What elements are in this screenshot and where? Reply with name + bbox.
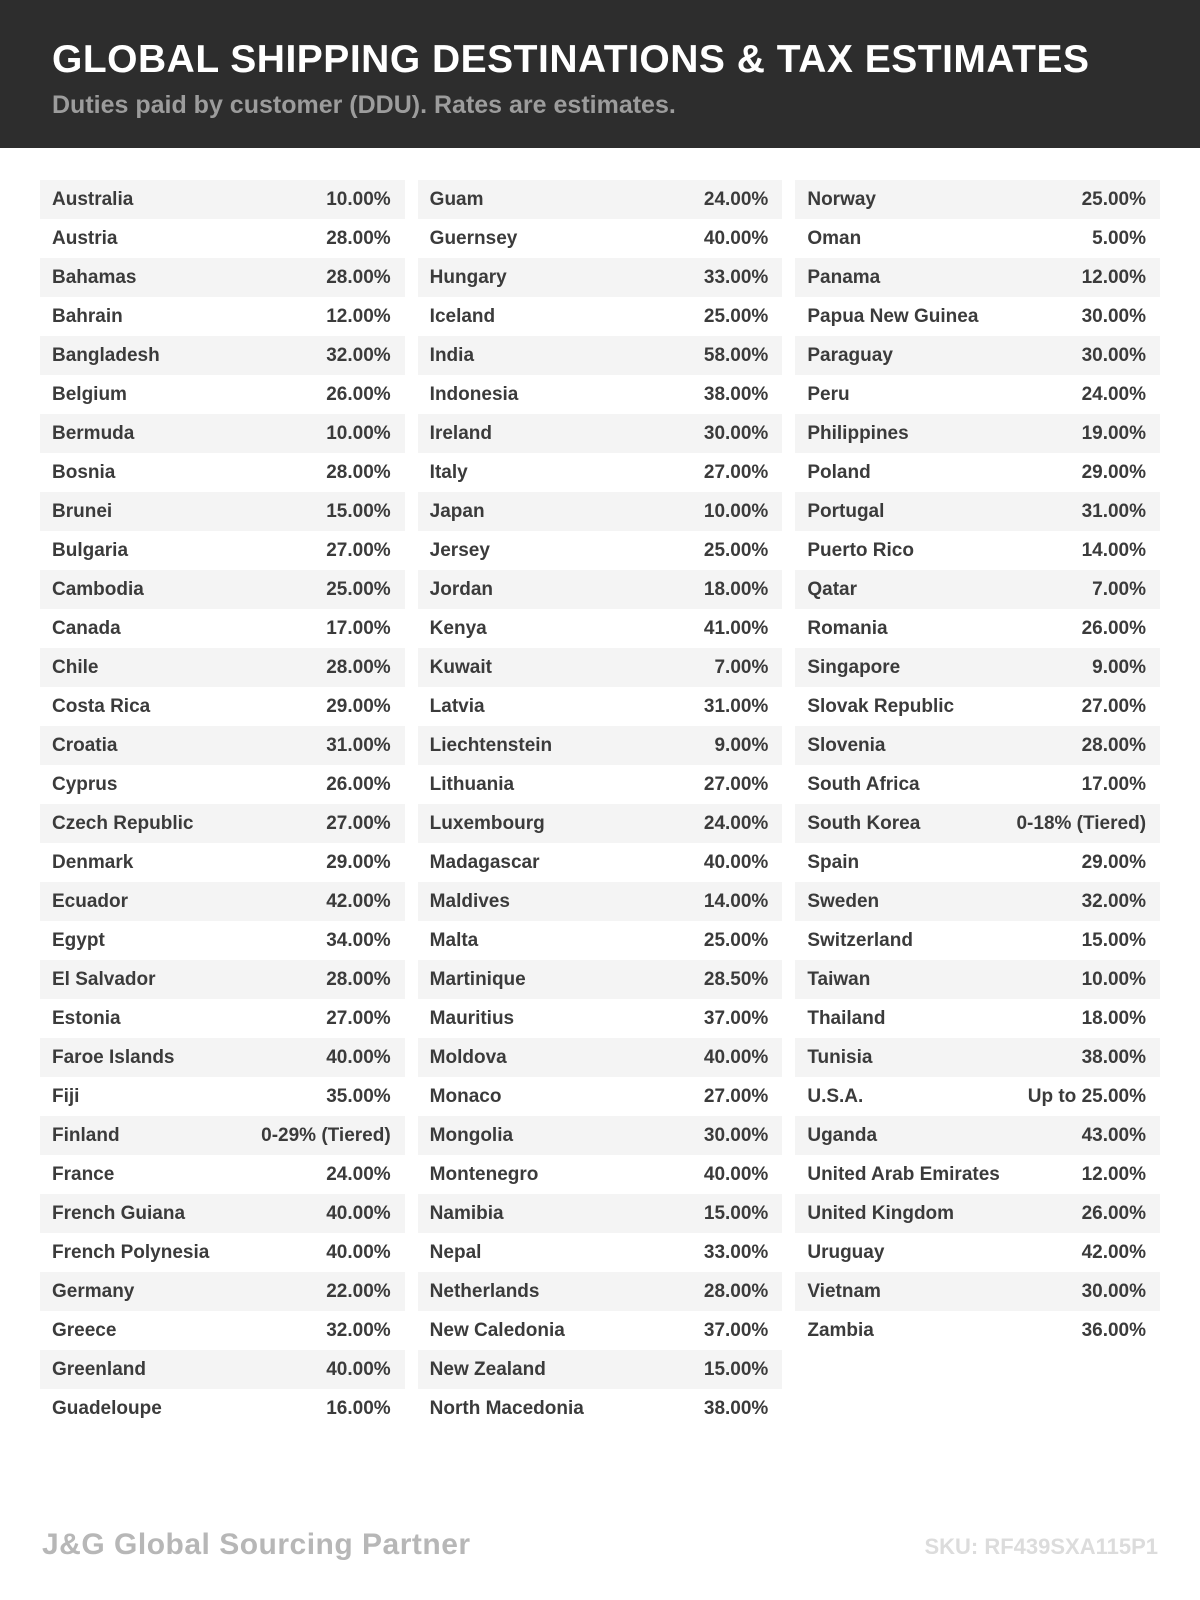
tax-rate: 31.00%	[1081, 500, 1147, 522]
table-row	[418, 1077, 783, 1116]
table-row	[795, 960, 1160, 999]
table-row	[40, 453, 405, 492]
table-row	[795, 1233, 1160, 1272]
tax-rate: 25.00%	[703, 305, 769, 327]
country-name: South Korea	[807, 812, 921, 834]
tax-rate: 27.00%	[703, 1085, 769, 1107]
table-row	[418, 1311, 783, 1350]
country-name: India	[429, 344, 475, 366]
table-row	[418, 609, 783, 648]
tax-rate: 12.00%	[1081, 1163, 1147, 1185]
country-name: Lithuania	[429, 773, 515, 795]
country-name: Czech Republic	[52, 812, 194, 834]
tax-rate: 29.00%	[326, 851, 391, 873]
tax-rate: 40.00%	[703, 1163, 769, 1185]
country-name: Chile	[52, 656, 99, 678]
tax-rate: 35.00%	[326, 1085, 391, 1107]
tax-rate: 37.00%	[703, 1319, 769, 1341]
country-name: Uruguay	[807, 1241, 885, 1263]
country-name: Monaco	[429, 1085, 502, 1107]
tax-rate: 18.00%	[1081, 1007, 1147, 1029]
country-name: Jordan	[429, 578, 494, 600]
country-name: U.S.A.	[807, 1085, 864, 1107]
tax-rate: 30.00%	[703, 1124, 769, 1146]
tax-rate: 15.00%	[703, 1358, 769, 1380]
country-name: Qatar	[807, 578, 857, 600]
table-row	[795, 531, 1160, 570]
tax-rate: 10.00%	[326, 422, 391, 444]
country-name: Austria	[52, 227, 118, 249]
country-name: Italy	[429, 461, 468, 483]
country-name: United Arab Emirates	[807, 1163, 1000, 1185]
table-row	[40, 1077, 405, 1116]
table-row	[40, 765, 405, 804]
tax-rate: 28.50%	[703, 968, 769, 990]
country-name: Romania	[807, 617, 888, 639]
table-row	[418, 414, 783, 453]
country-name: Mongolia	[429, 1124, 514, 1146]
table-row	[795, 609, 1160, 648]
table-row	[418, 375, 783, 414]
tax-rate: 24.00%	[1081, 383, 1147, 405]
country-name: Paraguay	[807, 344, 893, 366]
table-row	[40, 804, 405, 843]
tax-rate: 31.00%	[326, 734, 391, 756]
country-name: Slovak Republic	[807, 695, 955, 717]
tax-rate: Up to 25.00%	[1027, 1085, 1147, 1107]
table-row	[418, 648, 783, 687]
tax-rate: 27.00%	[703, 773, 769, 795]
country-name: Moldova	[429, 1046, 507, 1068]
table-row	[795, 726, 1160, 765]
tax-rate: 42.00%	[326, 890, 391, 912]
table-row	[40, 570, 405, 609]
country-name: Bosnia	[52, 461, 116, 483]
tax-rate: 41.00%	[703, 617, 769, 639]
table-row	[40, 414, 405, 453]
country-name: Cyprus	[52, 773, 118, 795]
tax-rate: 32.00%	[1081, 890, 1147, 912]
table-row	[40, 726, 405, 765]
table-row	[795, 297, 1160, 336]
tax-rate: 0-29% (Tiered)	[261, 1124, 391, 1146]
country-name: Indonesia	[429, 383, 519, 405]
country-name: Croatia	[52, 734, 118, 756]
tax-rate: 24.00%	[326, 1163, 391, 1185]
country-name: Guam	[429, 188, 484, 210]
country-name: Iceland	[429, 305, 496, 327]
tax-rate: 0-18% (Tiered)	[1016, 812, 1147, 834]
table-row	[40, 531, 405, 570]
country-name: Kenya	[429, 617, 487, 639]
tax-rate: 32.00%	[326, 1319, 391, 1341]
country-name: New Caledonia	[429, 1319, 565, 1341]
table-row	[40, 219, 405, 258]
tax-rate: 29.00%	[1081, 851, 1147, 873]
tax-rate: 12.00%	[1081, 266, 1147, 288]
table-row	[40, 1311, 405, 1350]
tax-rate: 38.00%	[1081, 1046, 1147, 1068]
table-row	[418, 999, 783, 1038]
country-name: Montenegro	[429, 1163, 539, 1185]
table-row	[795, 453, 1160, 492]
table-row	[795, 1155, 1160, 1194]
country-name: Luxembourg	[429, 812, 545, 834]
tax-rate: 25.00%	[326, 578, 391, 600]
table-row	[418, 921, 783, 960]
table-row	[795, 921, 1160, 960]
table-row	[795, 258, 1160, 297]
tax-rate: 27.00%	[326, 1007, 391, 1029]
table-row	[40, 687, 405, 726]
tax-rate: 28.00%	[326, 227, 391, 249]
tax-rate: 15.00%	[1081, 929, 1147, 951]
table-row	[795, 804, 1160, 843]
tax-rate: 22.00%	[326, 1280, 391, 1302]
country-name: Egypt	[52, 929, 105, 951]
table-row	[418, 1038, 783, 1077]
table-row	[418, 492, 783, 531]
country-name: Nepal	[429, 1241, 482, 1263]
tax-rate: 40.00%	[703, 1046, 769, 1068]
country-name: Bangladesh	[52, 344, 160, 366]
tax-rate: 30.00%	[703, 422, 769, 444]
table-row	[40, 648, 405, 687]
table-row	[795, 1311, 1160, 1350]
table-row	[40, 999, 405, 1038]
tax-rate-table	[0, 148, 1200, 1428]
tax-rate: 12.00%	[326, 305, 391, 327]
tax-rate: 38.00%	[703, 383, 769, 405]
table-row	[40, 1038, 405, 1077]
country-name: Greece	[52, 1319, 117, 1341]
country-name: Philippines	[807, 422, 909, 444]
table-row	[795, 1272, 1160, 1311]
country-name: South Africa	[807, 773, 920, 795]
country-name: Costa Rica	[52, 695, 151, 717]
tax-rate: 29.00%	[326, 695, 391, 717]
table-row	[40, 297, 405, 336]
table-row	[418, 570, 783, 609]
country-name: French Guiana	[52, 1202, 186, 1224]
tax-rate: 17.00%	[1081, 773, 1147, 795]
table-row	[795, 687, 1160, 726]
table-row	[40, 921, 405, 960]
table-row	[795, 492, 1160, 531]
country-name: Faroe Islands	[52, 1046, 175, 1068]
country-name: Tunisia	[807, 1046, 873, 1068]
tax-rate: 37.00%	[703, 1007, 769, 1029]
table-row	[40, 843, 405, 882]
country-name: Singapore	[807, 656, 901, 678]
table-row	[418, 1389, 783, 1428]
tax-rate: 30.00%	[1081, 1280, 1147, 1302]
country-name: New Zealand	[429, 1358, 546, 1380]
table-row	[418, 180, 783, 219]
country-name: Fiji	[52, 1085, 80, 1107]
country-name: Bahamas	[52, 266, 137, 288]
country-name: Mauritius	[429, 1007, 515, 1029]
country-name: Thailand	[807, 1007, 886, 1029]
tax-rate: 40.00%	[326, 1241, 391, 1263]
table-row	[40, 882, 405, 921]
brand-name: J&G Global Sourcing Partner	[42, 1528, 471, 1561]
table-row	[40, 609, 405, 648]
country-name: Denmark	[52, 851, 134, 873]
tax-rate: 10.00%	[326, 188, 391, 210]
table-row	[418, 687, 783, 726]
tax-rate: 9.00%	[714, 734, 769, 756]
tax-rate: 43.00%	[1081, 1124, 1147, 1146]
table-row	[795, 180, 1160, 219]
tax-rate: 5.00%	[1092, 227, 1147, 249]
table-row	[795, 375, 1160, 414]
table-row	[418, 1272, 783, 1311]
tax-rate: 7.00%	[1092, 578, 1147, 600]
country-name: Switzerland	[807, 929, 913, 951]
country-name: Malta	[429, 929, 479, 951]
table-row	[795, 414, 1160, 453]
country-name: Australia	[52, 188, 134, 210]
table-row	[418, 258, 783, 297]
country-name: Guernsey	[429, 227, 518, 249]
country-name: Taiwan	[807, 968, 871, 990]
country-name: Bermuda	[52, 422, 135, 444]
country-name: Namibia	[429, 1202, 504, 1224]
tax-rate: 10.00%	[703, 500, 769, 522]
tax-rate: 27.00%	[703, 461, 769, 483]
tax-rate: 17.00%	[326, 617, 391, 639]
country-name: Peru	[807, 383, 850, 405]
country-name: Hungary	[429, 266, 507, 288]
tax-rate: 27.00%	[326, 812, 391, 834]
tax-rate: 28.00%	[703, 1280, 769, 1302]
page-subtitle: Duties paid by customer (DDU). Rates are estimates.	[52, 90, 676, 119]
table-row	[418, 336, 783, 375]
table-row	[40, 1272, 405, 1311]
tax-rate: 15.00%	[326, 500, 391, 522]
table-row	[40, 1389, 405, 1428]
table-row	[795, 1077, 1160, 1116]
country-name: Martinique	[429, 968, 526, 990]
table-row	[795, 570, 1160, 609]
country-name: Belgium	[52, 383, 127, 405]
table-row	[40, 375, 405, 414]
table-row	[795, 843, 1160, 882]
tax-rate: 40.00%	[326, 1046, 391, 1068]
tax-rate: 40.00%	[326, 1202, 391, 1224]
country-name: Puerto Rico	[807, 539, 914, 561]
tax-rate: 19.00%	[1081, 422, 1147, 444]
rate-column-3	[795, 180, 1160, 1428]
country-name: French Polynesia	[52, 1241, 210, 1263]
country-name: Cambodia	[52, 578, 144, 600]
table-row	[795, 336, 1160, 375]
tax-rate: 14.00%	[703, 890, 769, 912]
tax-rate: 27.00%	[326, 539, 391, 561]
tax-rate: 28.00%	[326, 656, 391, 678]
country-name: Poland	[807, 461, 871, 483]
country-name: Sweden	[807, 890, 880, 912]
page-header	[0, 0, 1200, 148]
country-name: France	[52, 1163, 115, 1185]
country-name: Portugal	[807, 500, 885, 522]
table-row	[40, 1233, 405, 1272]
tax-rate: 18.00%	[703, 578, 769, 600]
country-name: Netherlands	[429, 1280, 540, 1302]
tax-rate: 24.00%	[703, 188, 769, 210]
table-row	[418, 726, 783, 765]
table-row	[418, 1350, 783, 1389]
country-name: Japan	[429, 500, 485, 522]
table-row	[418, 843, 783, 882]
country-name: Germany	[52, 1280, 135, 1302]
tax-rate: 36.00%	[1081, 1319, 1147, 1341]
table-row	[795, 1038, 1160, 1077]
tax-rate: 14.00%	[1081, 539, 1147, 561]
country-name: Greenland	[52, 1358, 146, 1380]
tax-rate: 30.00%	[1081, 305, 1147, 327]
tax-rate: 42.00%	[1081, 1241, 1147, 1263]
sku-label: SKU: RF439SXA115P1	[924, 1534, 1158, 1559]
page-footer	[0, 1528, 1200, 1562]
table-row	[40, 258, 405, 297]
table-row	[795, 1116, 1160, 1155]
country-name: Finland	[52, 1124, 120, 1146]
table-row	[40, 1116, 405, 1155]
country-name: Ecuador	[52, 890, 129, 912]
page-title: GLOBAL SHIPPING DESTINATIONS & TAX ESTIMATES	[52, 38, 1090, 81]
country-name: Liechtenstein	[429, 734, 553, 756]
country-name: Canada	[52, 617, 121, 639]
tax-rate: 26.00%	[326, 383, 391, 405]
table-row	[795, 882, 1160, 921]
country-name: Ireland	[429, 422, 492, 444]
table-row	[418, 1116, 783, 1155]
table-row	[40, 180, 405, 219]
country-name: Estonia	[52, 1007, 121, 1029]
table-row	[795, 1194, 1160, 1233]
table-row	[418, 453, 783, 492]
tax-rate: 26.00%	[1081, 617, 1147, 639]
country-name: Bulgaria	[52, 539, 129, 561]
table-row	[795, 765, 1160, 804]
tax-rate: 28.00%	[326, 266, 391, 288]
table-row	[418, 960, 783, 999]
table-row	[795, 999, 1160, 1038]
tax-rate: 26.00%	[1081, 1202, 1147, 1224]
tax-rate: 40.00%	[703, 851, 769, 873]
table-row	[40, 1350, 405, 1389]
table-row	[795, 648, 1160, 687]
country-name: Latvia	[429, 695, 485, 717]
table-row	[418, 297, 783, 336]
country-name: Madagascar	[429, 851, 540, 873]
table-row	[418, 804, 783, 843]
tax-rate: 9.00%	[1092, 656, 1147, 678]
table-row	[40, 960, 405, 999]
tax-rate: 26.00%	[326, 773, 391, 795]
country-name: Brunei	[52, 500, 113, 522]
country-name: Bahrain	[52, 305, 123, 327]
tax-rate: 25.00%	[1081, 188, 1147, 210]
tax-rate: 38.00%	[703, 1397, 769, 1419]
tax-rate: 28.00%	[326, 461, 391, 483]
tax-rate: 25.00%	[703, 539, 769, 561]
country-name: Jersey	[429, 539, 490, 561]
table-row	[40, 336, 405, 375]
table-row	[418, 1194, 783, 1233]
tax-rate: 34.00%	[326, 929, 391, 951]
tax-rate: 24.00%	[703, 812, 769, 834]
tax-rate: 29.00%	[1081, 461, 1147, 483]
tax-rate: 31.00%	[703, 695, 769, 717]
tax-rate: 40.00%	[703, 227, 769, 249]
tax-rate: 25.00%	[703, 929, 769, 951]
tax-rate: 15.00%	[703, 1202, 769, 1224]
table-row	[418, 765, 783, 804]
table-row	[40, 1155, 405, 1194]
country-name: El Salvador	[52, 968, 156, 990]
tax-rate: 40.00%	[326, 1358, 391, 1380]
country-name: Kuwait	[429, 656, 492, 678]
table-row	[418, 1233, 783, 1272]
tax-rate: 10.00%	[1081, 968, 1147, 990]
table-row	[40, 1194, 405, 1233]
country-name: North Macedonia	[429, 1397, 584, 1419]
tax-rate: 16.00%	[326, 1397, 391, 1419]
tax-rate: 28.00%	[1081, 734, 1147, 756]
tax-rate: 58.00%	[703, 344, 769, 366]
tax-rate: 28.00%	[326, 968, 391, 990]
country-name: Guadeloupe	[52, 1397, 162, 1419]
country-name: Norway	[807, 188, 876, 210]
country-name: Slovenia	[807, 734, 886, 756]
table-row	[418, 531, 783, 570]
country-name: Panama	[807, 266, 881, 288]
country-name: Papua New Guinea	[807, 305, 979, 327]
country-name: Maldives	[429, 890, 510, 912]
tax-rate: 32.00%	[326, 344, 391, 366]
table-row	[40, 492, 405, 531]
tax-rate: 33.00%	[703, 266, 769, 288]
country-name: Oman	[807, 227, 862, 249]
table-row	[418, 882, 783, 921]
rate-column-1	[40, 180, 405, 1428]
tax-rate: 27.00%	[1081, 695, 1147, 717]
tax-rate: 33.00%	[703, 1241, 769, 1263]
table-row	[795, 219, 1160, 258]
tax-rate: 7.00%	[714, 656, 769, 678]
rate-column-2	[418, 180, 783, 1428]
country-name: United Kingdom	[807, 1202, 955, 1224]
country-name: Vietnam	[807, 1280, 881, 1302]
country-name: Uganda	[807, 1124, 878, 1146]
tax-rate: 30.00%	[1081, 344, 1147, 366]
table-row	[418, 219, 783, 258]
table-row	[418, 1155, 783, 1194]
country-name: Spain	[807, 851, 860, 873]
country-name: Zambia	[807, 1319, 874, 1341]
